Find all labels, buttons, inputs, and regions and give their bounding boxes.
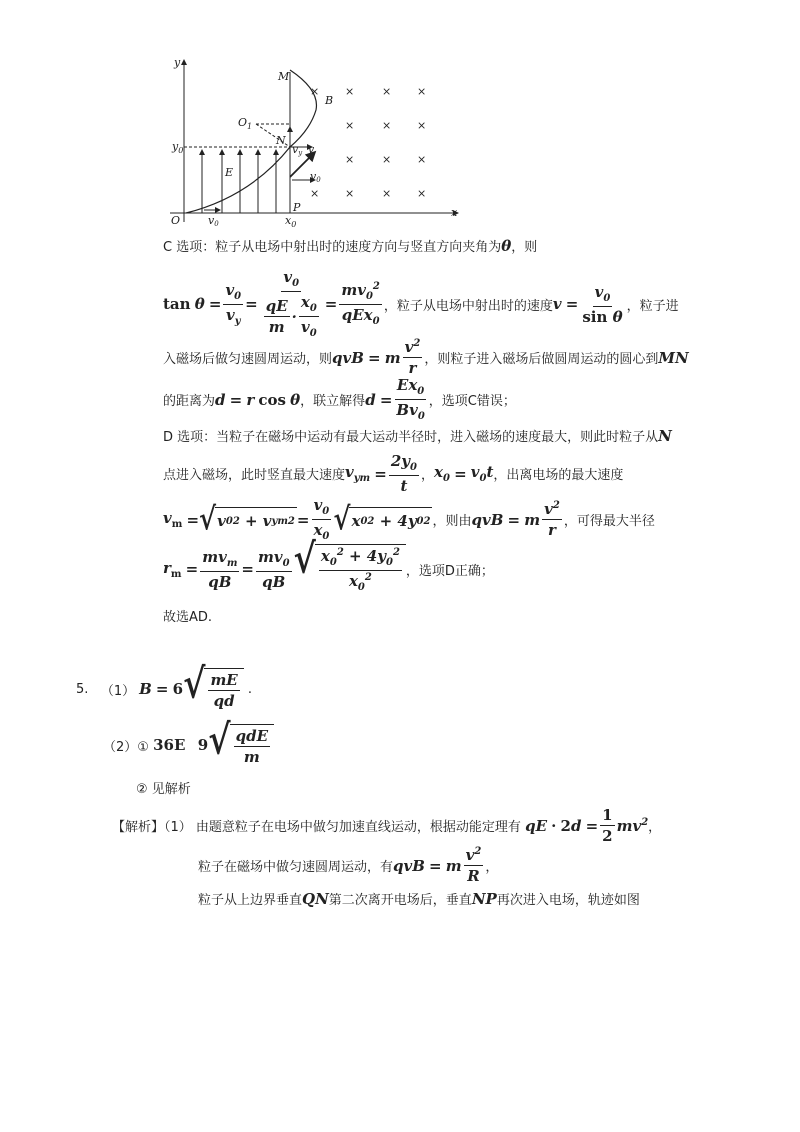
v0-bottom-label: v0 bbox=[208, 214, 219, 228]
origin-label: O bbox=[171, 214, 181, 227]
svg-text:×: × bbox=[382, 119, 392, 132]
svg-text:×: × bbox=[310, 85, 320, 98]
optC-circle-line: 入磁场后做匀速圆周运动，则 qvB = m $\frac{v^2}{r}$ ，则粒子进入磁场后做圆周运动的圆心到 MN bbox=[163, 338, 689, 377]
optC-intro: C 选项：粒子从电场中射出时的速度方向与竖直方向夹角为 θ ，则 bbox=[163, 236, 538, 255]
y0-label: $y_0$ bbox=[172, 140, 184, 155]
svg-text:×: × bbox=[382, 187, 392, 200]
svg-text:×: × bbox=[417, 85, 427, 98]
optC-distance-line: 的距离为 d = r cos θ ，联立解得 d = $\frac{Ex_0}{Bv_0}$ ，选项C错误； bbox=[163, 376, 516, 422]
svg-text:×: × bbox=[382, 153, 392, 166]
optD-rm-line: $r_m$ = $\frac{mv_m}{qB}$ = $\frac{mv_0}{qB}$ √ $\frac{x_0^2 + 4y_0^2}{x_0^2}$ ，选项D正确； bbox=[163, 535, 494, 593]
x-axis-label: x bbox=[451, 206, 458, 219]
q5-part2-ii: ② 见解析 bbox=[136, 782, 191, 797]
svg-text:×: × bbox=[345, 153, 355, 166]
svg-text:×: × bbox=[310, 187, 320, 200]
vy-label: vy bbox=[292, 143, 303, 157]
v-label: v bbox=[308, 143, 315, 156]
svg-text:×: × bbox=[345, 187, 355, 200]
M-label: M bbox=[278, 70, 290, 83]
svg-text:×: × bbox=[417, 153, 427, 166]
conclusion: 故选AD. bbox=[163, 610, 213, 625]
trajectory-curve bbox=[186, 70, 316, 213]
svg-text:×: × bbox=[417, 119, 427, 132]
y-axis-label: y bbox=[174, 56, 181, 69]
optD-vm-line: $v_m$ = √ v 0 2 + v ym 2 = $\frac{v_0}{x_0}$ √ x 0 2 + 4y 0 2 ，则由 qvB = m $\frac{v^2}{r}$ ，可得最大半径 bbox=[163, 496, 655, 542]
x0-label: $x_0$ bbox=[285, 214, 297, 229]
svg-text:×: × bbox=[382, 85, 392, 98]
P-label: P bbox=[293, 201, 301, 214]
optD-vym-line: 点进入磁场，此时竖直最大速度 $v_{ym}$ = $\frac{2y_0}{t}$ ， $x_0$ = $v_0t$ ，出离电场的最大速度 bbox=[163, 452, 624, 495]
optD-intro: D 选项：当粒子在磁场中运动有最大运动半径时，进入磁场的速度最大，则此时粒子从 N bbox=[163, 426, 672, 445]
analysis-line1: 【解析】（1） 由题意粒子在电场中做匀加速直线运动，根据动能定理有 qE · 2 d = $\frac{1}{2}$ $mv^2$ ， bbox=[112, 806, 662, 845]
svg-text:×: × bbox=[417, 187, 427, 200]
svg-text:×: × bbox=[345, 85, 355, 98]
N-label: N bbox=[276, 134, 286, 147]
E-label: E bbox=[225, 166, 234, 179]
svg-text:×: × bbox=[345, 119, 355, 132]
analysis-line2: 粒子在磁场中做匀速圆周运动，有 qvB = m $\frac{v^2}{R}$ ， bbox=[198, 846, 499, 885]
q5-part2: （2）① 36E 9 √ $\frac{\text{qdE}}{m}$ bbox=[103, 724, 274, 766]
optC-tan-equation: tan θ = $\frac{v_0}{v_y}$ = $v_0$ $\frac{qE}{m}$ · $\frac{x_0}{v_0}$ = $\frac{mv_0^2}{qEx_0}$ ，粒子从电场中射出时的速度 v = $\frac{v_0}{\text{sin θ}}$ ，粒子进 bbox=[163, 268, 679, 339]
O1-label: $O_1$ bbox=[238, 116, 253, 131]
analysis-line3: 粒子从上边界垂直 QN 第二次离开电场后，垂直 NP 再次进入电场，轨迹如图 bbox=[198, 889, 640, 908]
B-label: B bbox=[325, 94, 334, 107]
q5-part1: 5. （1） B = 6 √ $\frac{mE}{qd}$ . bbox=[76, 660, 253, 710]
trajectory-figure bbox=[160, 52, 465, 232]
v0-right-label: v0 bbox=[310, 170, 321, 184]
